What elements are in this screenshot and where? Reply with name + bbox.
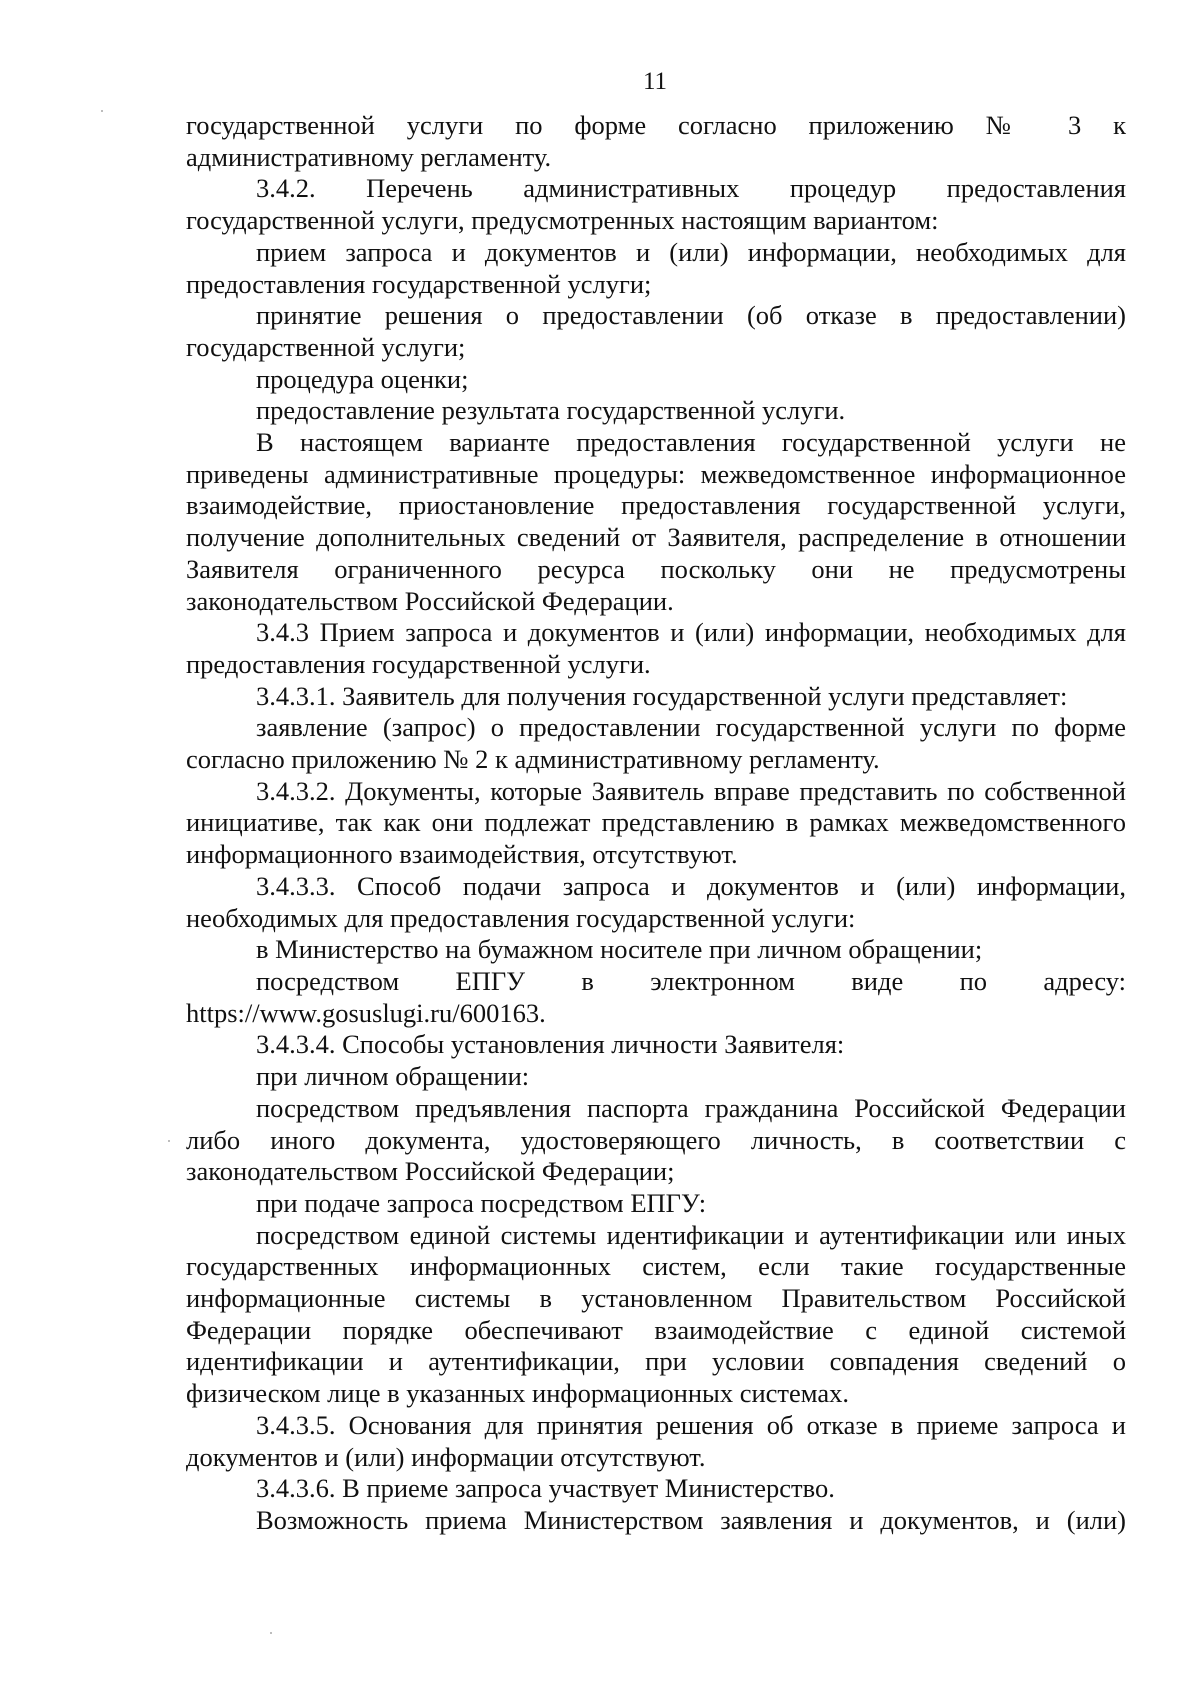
list-item-evaluation: процедура оценки;: [256, 363, 469, 394]
list-item-result: предоставление результата государственной услуги.: [256, 395, 846, 426]
list-item-epgu-submission: посредством ЕПГУ в электронном виде по адресу: https://www.gosuslugi.ru/600163.: [186, 965, 1126, 1028]
list-item-reception: прием запроса и документов и (или) информации, необходимых для предоставления государственной услуги;: [186, 236, 1126, 299]
scan-speck: [168, 1140, 170, 1142]
list-item-decision: принятие решения о предоставлении (об отказе в предоставлении) государственной услуги;: [186, 300, 1126, 362]
scan-speck: [270, 1632, 272, 1634]
paragraph-3-4-3-2: 3.4.3.2. Документы, которые Заявитель вправе представить по собственной инициативе, так как они подлежат представлению в рамках межведомственного информационного взаимодействия, отсутствуют.: [186, 775, 1126, 870]
paragraph-3-4-3-5: 3.4.3.5. Основания для принятия решения об отказе в приеме запроса и документов и (или) информации отсутствуют.: [186, 1409, 1126, 1472]
list-item-passport: посредством предъявления паспорта гражданина Российской Федерации либо иного документа, удостоверяющего личность, в соответствии с законодательством Российской Федерации;: [186, 1092, 1126, 1187]
paragraph-3-4-3-4: 3.4.3.4. Способы установления личности Заявителя:: [256, 1029, 845, 1060]
paragraph-3-4-3-6: 3.4.3.6. В приеме запроса участвует Министерство.: [256, 1473, 835, 1504]
paragraph-3-4-3: 3.4.3 Прием запроса и документов и (или) информации, необходимых для предоставления государственной услуги.: [186, 617, 1126, 679]
paragraph-3-4-3-3: 3.4.3.3. Способ подачи запроса и документов и (или) информации, необходимых для предоставления государственной услуги:: [186, 870, 1126, 933]
scan-speck: [101, 110, 103, 112]
paragraph-continues-next-page: Возможность приема Министерством заявления и документов, и (или): [256, 1504, 1126, 1535]
list-item-paper-submission: в Министерство на бумажном носителе при личном обращении;: [256, 934, 983, 965]
list-item-epgu-request: при подаче запроса посредством ЕПГУ:: [256, 1187, 707, 1218]
list-item-personal-visit: при личном обращении:: [256, 1061, 530, 1092]
paragraph-3-4-2: 3.4.2. Перечень административных процедур предоставления государственной услуги, предусмотренных настоящим вариантом:: [186, 173, 1126, 236]
list-item-esia: посредством единой системы идентификации и аутентификации или иных государственных информационных систем, если такие государственные информационные системы в установленном Правительством Российской Федерации порядке обеспечивают взаимодействие с единой системой идентификации и аутентификации, при условии совпадения сведений о физическом лице в указанных информационных системах.: [186, 1219, 1126, 1409]
list-item-application: заявление (запрос) о предоставлении государственной услуги по форме согласно приложению № 2 к административному регламенту.: [186, 712, 1126, 775]
paragraph-3-4-3-1: 3.4.3.1. Заявитель для получения государственной услуги представляет:: [256, 680, 1068, 711]
paragraph-not-included-procedures: В настоящем варианте предоставления государственной услуги не приведены административные процедуры: межведомственное информационное взаимодействие, приостановление предоставления государственной услуги, получение дополнительных сведений от Заявителя, распределение в отношении Заявителя ограниченного ресурса поскольку они не предусмотрены законодательством Российской Федерации.: [186, 427, 1126, 616]
document-body: [186, 110, 1126, 1537]
page-number: 11: [642, 68, 668, 95]
paragraph-continuation: государственной услуги по форме согласно приложению № 3 к административному регламенту.: [186, 110, 1126, 172]
